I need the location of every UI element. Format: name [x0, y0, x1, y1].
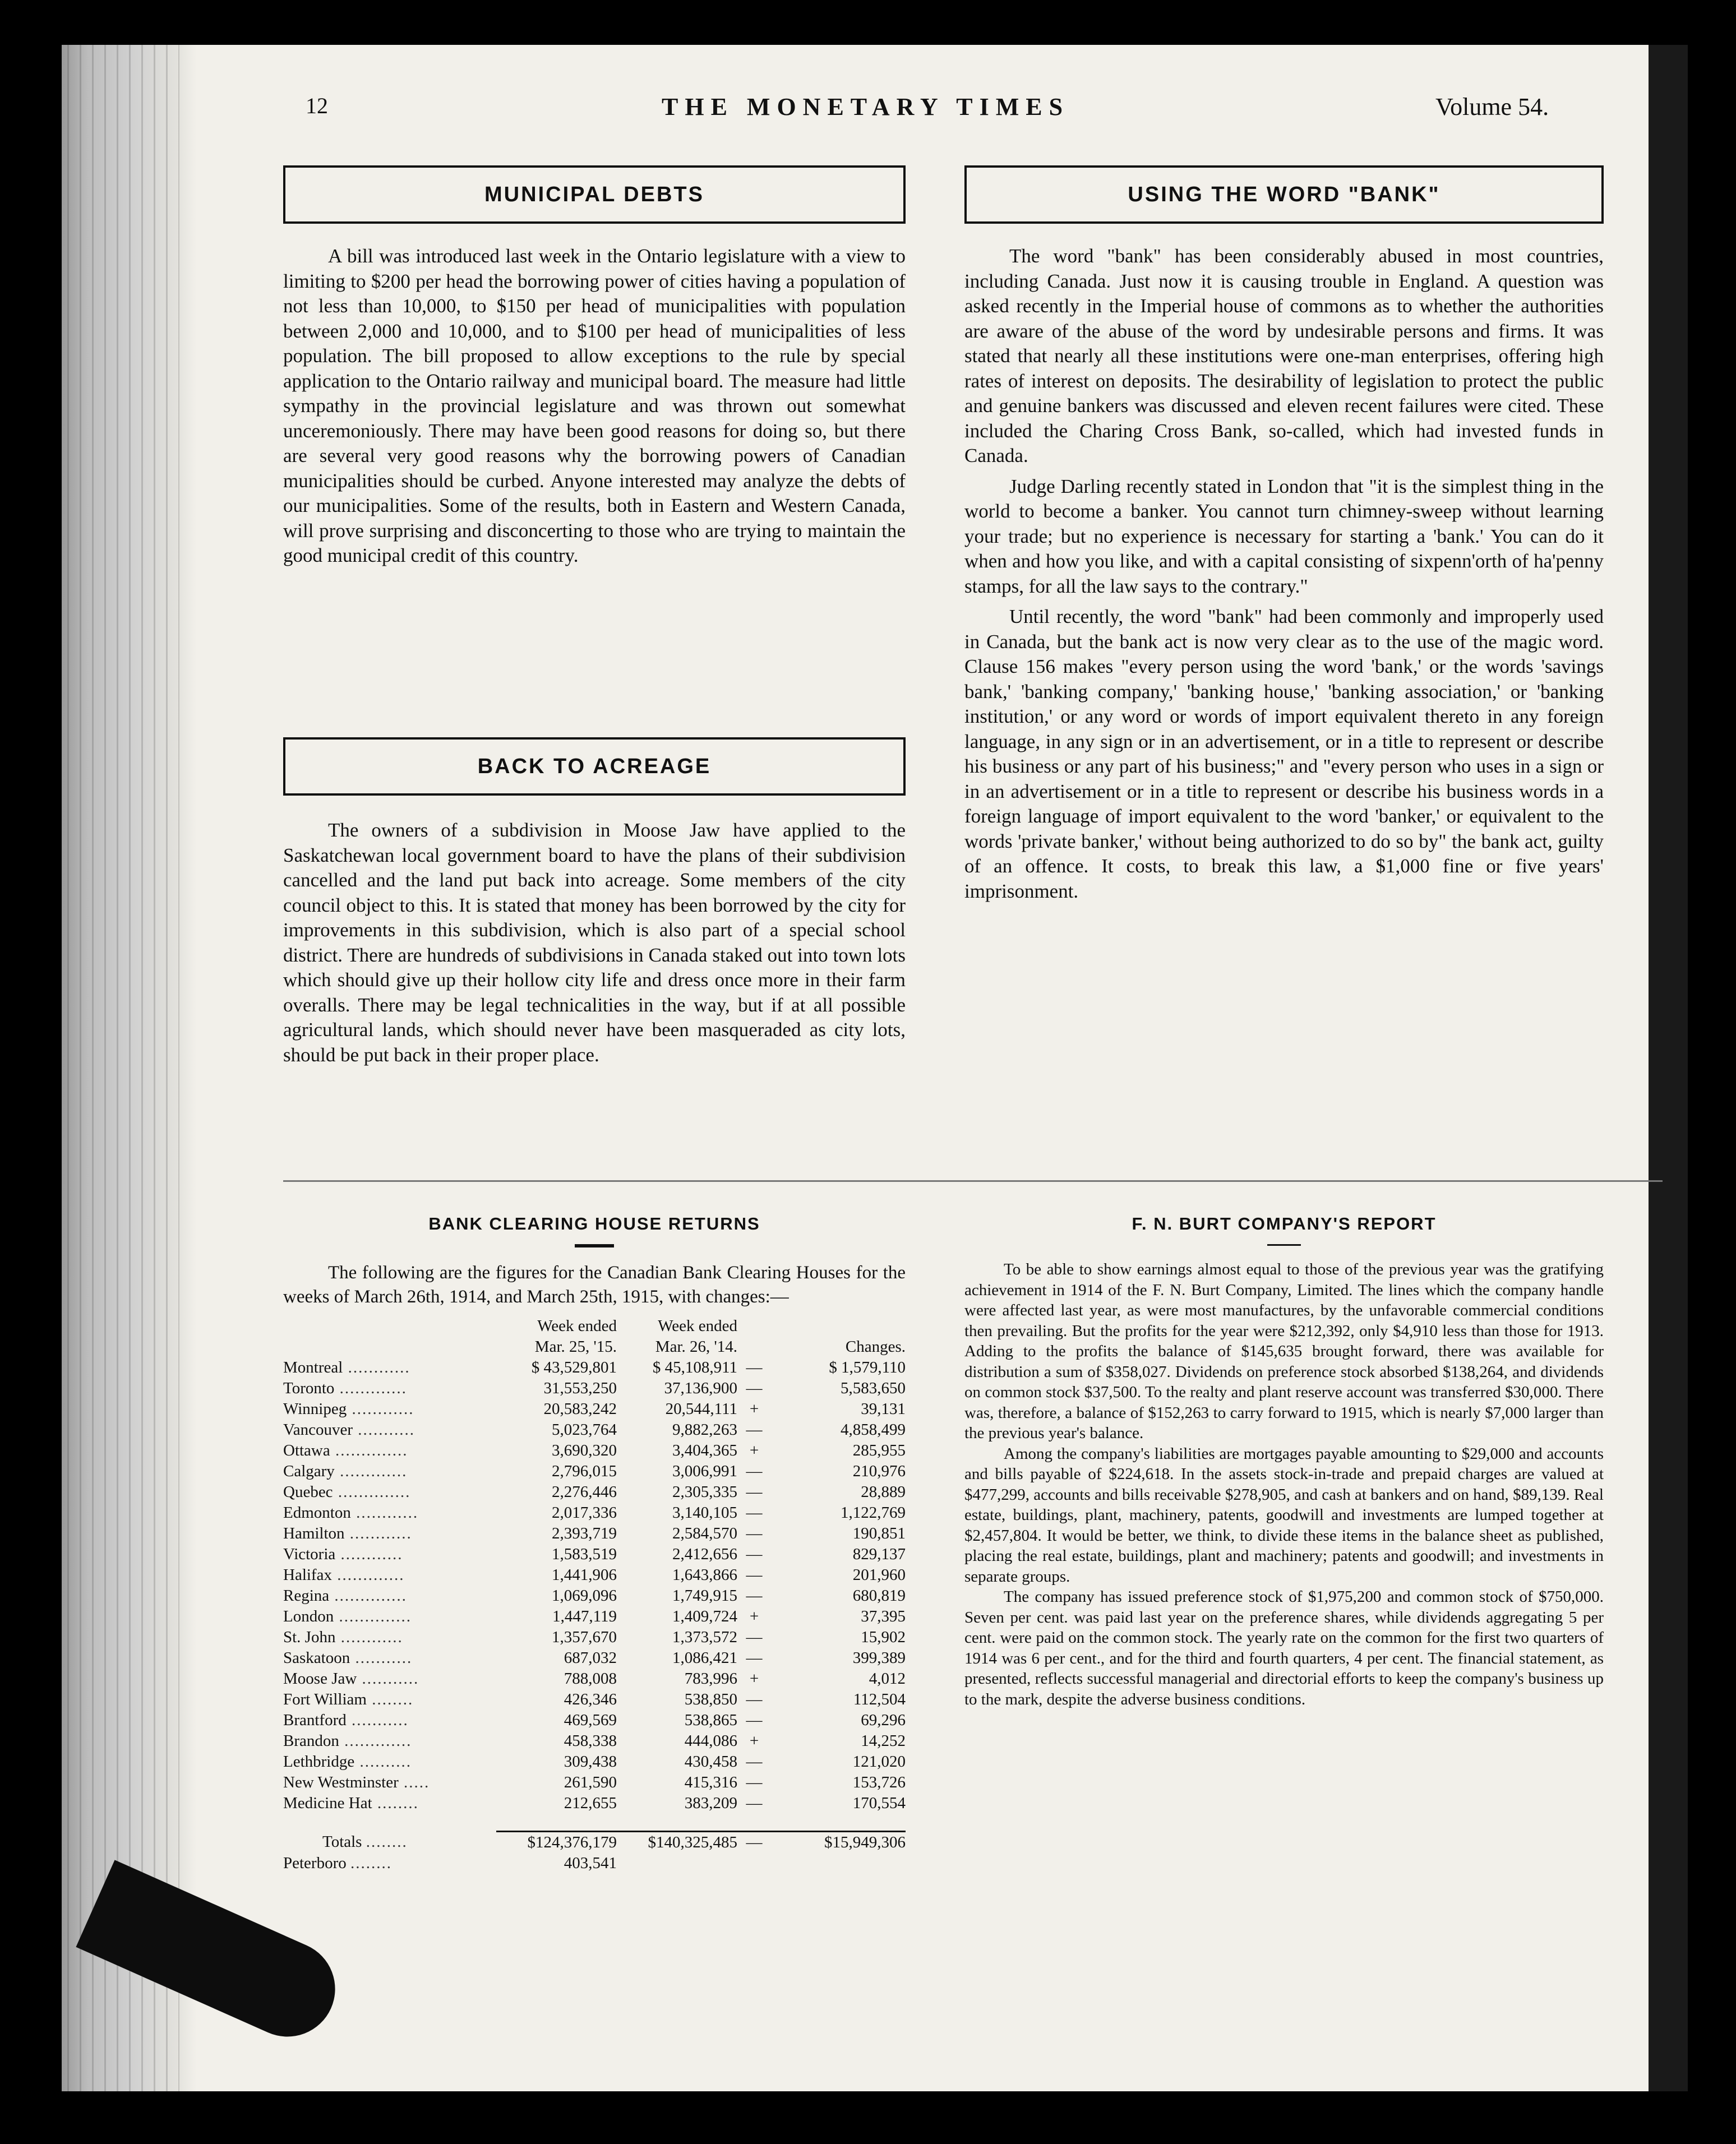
change-sign: + [749, 1607, 759, 1625]
city-name: Montreal [283, 1359, 343, 1376]
page-number: 12 [306, 93, 328, 118]
value-1914: 430,458 [684, 1753, 737, 1771]
totals-sign: — [737, 1832, 771, 1854]
book-spine [62, 45, 196, 2091]
leader-dots: ............ [350, 1504, 419, 1522]
leader-dots: ............. [331, 1566, 405, 1584]
value-1914: 3,006,991 [672, 1462, 737, 1480]
city-name: Regina [283, 1587, 330, 1605]
change-sign: — [746, 1462, 763, 1480]
city-name: Victoria [283, 1545, 336, 1563]
city-name: Brandon [283, 1732, 339, 1750]
paragraph: Among the company's liabilities are mortgages payable amounting to $29,000 and accounts and bills payable of $224,618. In the assets stock-in-trade and prepaid charges are valued at $477,299, accounts and bills receivable $278,905, and cash at bankers and on hand, $89,139. Real estate, buildings, plant, machinery, patents, goodwill and investments are lumped together at $2,457,804. It would be better, we think, to divide these items in the balance sheet as published, placing the real estate, buildings, plant and machinery; patents and goodwill; and investments in separate groups. [964, 1444, 1604, 1586]
change-sign: — [746, 1421, 763, 1439]
table-row [283, 1627, 906, 1648]
leader-dots: ............. [334, 1379, 407, 1397]
clearing-table-body [283, 1357, 906, 1814]
article-body [964, 244, 1604, 904]
leader-dots: ............ [347, 1400, 414, 1418]
totals-1915: $124,376,179 [496, 1832, 617, 1854]
section-heading: BACK TO ACREAGE [283, 737, 906, 796]
value-1914: 1,086,421 [672, 1649, 737, 1667]
section-heading: MUNICIPAL DEBTS [283, 165, 906, 224]
table-row [283, 1689, 906, 1710]
table-row [283, 1565, 906, 1586]
value-1914: 3,404,365 [672, 1441, 737, 1459]
article-municipal-debts [283, 165, 906, 569]
city-name: Fort William [283, 1690, 367, 1708]
totals-row: Totals ........ $124,376,179 $140,325,485 — $15,949,306 [283, 1832, 906, 1854]
value-1915: 2,276,446 [552, 1483, 617, 1501]
leader-dots: ............. [339, 1732, 412, 1750]
city-name: Lethbridge [283, 1753, 355, 1771]
book-page [62, 45, 1688, 2091]
table-row [283, 1357, 906, 1378]
leader-dots: ............ [335, 1628, 403, 1646]
value-1915: 2,393,719 [552, 1524, 617, 1542]
change-value: $ 1,579,110 [829, 1359, 906, 1376]
change-sign: — [746, 1690, 763, 1708]
change-value: 829,137 [852, 1545, 906, 1563]
article-bank-clearing [283, 1214, 906, 1874]
article-word-bank [964, 165, 1604, 904]
change-value: 201,960 [852, 1566, 906, 1584]
change-sign: — [746, 1711, 763, 1729]
table-row [283, 1710, 906, 1731]
leader-dots: ........... [346, 1711, 409, 1729]
city-name: Toronto [283, 1379, 335, 1397]
change-value: 28,889 [861, 1483, 906, 1501]
change-sign: — [746, 1483, 763, 1501]
value-1915: $ 43,529,801 [531, 1359, 617, 1376]
value-1915: 687,032 [564, 1649, 617, 1667]
value-1914: 1,373,572 [672, 1628, 737, 1646]
table-row [283, 1461, 906, 1482]
change-value: 4,858,499 [841, 1421, 906, 1439]
running-head [62, 93, 1688, 137]
value-1914: 538,850 [684, 1690, 737, 1708]
change-sign: — [746, 1649, 763, 1667]
column-header: Week ended [658, 1317, 737, 1335]
article-body [283, 818, 906, 1068]
table-row [283, 1586, 906, 1606]
clearing-table [283, 1316, 906, 1874]
value-1915: 3,690,320 [552, 1441, 617, 1459]
table-row [283, 1440, 906, 1461]
value-1914: 3,140,105 [672, 1504, 737, 1522]
value-1914: 37,136,900 [664, 1379, 737, 1397]
city-name: Vancouver [283, 1421, 353, 1439]
change-value: 37,395 [861, 1607, 906, 1625]
article-burt-report [964, 1214, 1604, 1709]
city-name: Calgary [283, 1462, 335, 1480]
table-row [283, 1420, 906, 1440]
leader-dots: .............. [329, 1587, 407, 1605]
paragraph: The company has issued preference stock of $1,975,200 and common stock of $750,000. Seven per cent. was paid last year on the preference shares, while dividends aggregating 5 per cent. were paid on the common stock. The yearly rate on the common for the first two quarters of 1914 was 6 per cent., and for the third and fourth quarters, 4 per cent. The financial statement, as presented, reflects successful managerial and directorial efforts to keep the company's business up to the mark, despite the adverse business conditions. [964, 1588, 1604, 1708]
change-value: 4,012 [869, 1670, 906, 1688]
change-sign: — [746, 1379, 763, 1397]
change-sign: — [746, 1504, 763, 1522]
change-sign: — [746, 1587, 763, 1605]
journal-title: THE MONETARY TIMES [662, 93, 1070, 121]
change-value: 190,851 [852, 1524, 906, 1542]
leader-dots: ............ [335, 1545, 403, 1563]
value-1914: 1,409,724 [672, 1607, 737, 1625]
change-sign: + [749, 1732, 759, 1750]
table-row [283, 1523, 906, 1544]
value-1915: 5,023,764 [552, 1421, 617, 1439]
change-sign: — [746, 1753, 763, 1771]
change-value: 112,504 [853, 1690, 906, 1708]
change-value: 680,819 [852, 1587, 906, 1605]
value-1914: 383,209 [684, 1794, 737, 1812]
city-name: Saskatoon [283, 1649, 350, 1667]
table-row [283, 1793, 906, 1814]
change-sign: — [746, 1566, 763, 1584]
change-sign: + [749, 1400, 759, 1418]
value-1915: 1,069,096 [552, 1587, 617, 1605]
value-1915: 458,338 [564, 1732, 617, 1750]
value-1915: 788,008 [564, 1670, 617, 1688]
leader-dots: ........... [353, 1421, 415, 1439]
leader-dots: ..... [398, 1773, 430, 1791]
heading-rule [1267, 1244, 1301, 1246]
paragraph: A bill was introduced last week in the Ontario legislature with a view to limiting to $200 per head the borrowing power of cities having a population of not less than 10,000, to $150 per head of municipalities with population between 2,000 and 10,000, and to $100 per head of municipalities of less population. The bill proposed to allow exceptions to the rule by special application to the Ontario railway and municipal board. The measure had little sympathy in the provincial legislature and was thrown out somewhat unceremoniously. There may have been good reasons for doing so, but there are several very good reasons why the borrowing powers of Canadian municipalities should be curbed. Anyone interested may analyze the debts of our municipalities. Some of the results, both in Eastern and Western Canada, will prove surprising and disconcerting to those who are trying to maintain the good municipal credit of this country. [283, 245, 906, 566]
city-name: Peterboro [283, 1854, 347, 1872]
leader-dots: ............. [334, 1462, 408, 1480]
column-header: Mar. 26, '14. [655, 1338, 737, 1356]
change-value: 15,902 [861, 1628, 906, 1646]
value-1915: 469,569 [564, 1711, 617, 1729]
value-1914: 2,412,656 [672, 1545, 737, 1563]
article-body [964, 1259, 1604, 1709]
change-value: 210,976 [852, 1462, 906, 1480]
value-1915: 1,583,519 [552, 1545, 617, 1563]
change-value: 153,726 [852, 1773, 906, 1791]
paragraph: To be able to show earnings almost equal to those of the previous year was the gratifying achievement in 1914 of the F. N. Burt Company, Limited. The lines which the company handle were affected last year, as were most manufactures, by the unfavorable commercial conditions then prevailing. But the profits for the year were $212,392, only $4,910 less than those for 1913. Adding to the profits the balance of $145,635 brought forward, there was available for distribution a sum of $358,027. Dividends on preference stock absorbed $138,264, and dividends on common stock $37,500. To the realty and plant reserve account was transferred $30,000. There was, therefore, a balance of $152,263 to carry forward to 1915, which is nearly $7,000 larger than the previous year's balance. [964, 1260, 1604, 1442]
change-value: 285,955 [852, 1441, 906, 1459]
value-1914: 1,643,866 [672, 1566, 737, 1584]
value-1914: 538,865 [684, 1711, 737, 1729]
value-1915: 2,017,336 [552, 1504, 617, 1522]
city-name: St. John [283, 1628, 336, 1646]
value-1915: 1,447,119 [552, 1607, 617, 1625]
table-row [283, 1482, 906, 1503]
value-1914: $ 45,108,911 [652, 1359, 737, 1376]
change-value: 14,252 [861, 1732, 906, 1750]
table-row [283, 1772, 906, 1793]
change-sign: + [749, 1670, 759, 1688]
column-header: Changes. [845, 1338, 906, 1356]
value-1915: 1,441,906 [552, 1566, 617, 1584]
leader-dots: ........ [372, 1794, 419, 1812]
leader-dots: .............. [330, 1441, 408, 1459]
totals-label: Totals [322, 1833, 362, 1851]
value-1915: 309,438 [564, 1753, 617, 1771]
city-name: London [283, 1607, 334, 1625]
paragraph: The following are the figures for the Canadian Bank Clearing Houses for the weeks of March 26th, 1914, and March 25th, 1915, with changes:— [283, 1263, 906, 1307]
table-row [283, 1544, 906, 1565]
value-1914: 2,305,335 [672, 1483, 737, 1501]
page-edge-shadow [1649, 45, 1688, 2091]
leader-dots: .............. [333, 1483, 411, 1501]
paragraph: Judge Darling recently stated in London that "it is the simplest thing in the world to become a banker. You cannot turn chimney-sweep without learning your trade; but no experience is necessary for starting a 'bank.' You can do it when and how you like, and with a capital consisting of sixpenn'orth of ha'penny stamps, for all the law says to the contrary." [964, 475, 1604, 597]
paragraph: The owners of a subdivision in Moose Jaw have applied to the Saskatchewan local government board to have the plans of their subdivision cancelled and the land put back into acreage. Some members of the city council object to this. It is stated that money has been borrowed by the city for improvements in this subdivision, which is also part of a special school district. There are hundreds of subdivisions in Canada staked out into town lots which should give up their hollow city life and dress once more in their farm overalls. There may be legal technicalities in the way, but if at all possible agricultural lands, which should never have been masqueraded as city lots, should be put back in their proper place. [283, 819, 906, 1066]
change-value: 1,122,769 [841, 1504, 906, 1522]
value-1915: 403,541 [564, 1854, 617, 1872]
city-name: Quebec [283, 1483, 333, 1501]
city-name: Winnipeg [283, 1400, 347, 1418]
change-sign: — [746, 1545, 763, 1563]
change-sign: — [746, 1773, 763, 1791]
paragraph: The word "bank" has been considerably abused in most countries, including Canada. Just now it is causing trouble in England. A question was asked recently in the Imperial house of commons as to whether the authorities are aware of the abuse of the word by undesirable persons and firms. It was stated that nearly all these institutions were one-man enterprises, offering high rates of interest on deposits. The desirability of legislation to protect the public and genuine bankers was discussed and eleven recent failures were cited. These included the Charing Cross Bank, so-called, which had invested funds in Canada. [964, 245, 1604, 466]
section-heading: BANK CLEARING HOUSE RETURNS [428, 1214, 760, 1233]
value-1914: 20,544,111 [665, 1400, 737, 1418]
change-value: 5,583,650 [841, 1379, 906, 1397]
heading-rule [575, 1244, 614, 1247]
leader-dots: ............ [344, 1524, 412, 1542]
column-header: Mar. 25, '15. [534, 1338, 617, 1356]
value-1915: 212,655 [564, 1794, 617, 1812]
value-1914: 2,584,570 [672, 1524, 737, 1542]
value-1915: 261,590 [564, 1773, 617, 1791]
totals-1914: $140,325,485 [617, 1832, 737, 1854]
value-1914: 783,996 [684, 1670, 737, 1688]
volume-label: Volume 54. [1435, 93, 1549, 121]
city-name: Moose Jaw [283, 1670, 357, 1688]
value-1914: 444,086 [684, 1732, 737, 1750]
change-value: 69,296 [861, 1711, 906, 1729]
table-row [283, 1399, 906, 1420]
change-value: 170,554 [852, 1794, 906, 1812]
change-sign: — [746, 1628, 763, 1646]
value-1915: 426,346 [564, 1690, 617, 1708]
leader-dots: .............. [334, 1607, 412, 1625]
section-heading: USING THE WORD "BANK" [964, 165, 1604, 224]
section-divider [283, 1180, 1663, 1182]
city-name: Hamilton [283, 1524, 345, 1542]
city-name: Brantford [283, 1711, 347, 1729]
change-sign: — [746, 1359, 763, 1376]
value-1914: 415,316 [684, 1773, 737, 1791]
paragraph: Until recently, the word "bank" had been commonly and improperly used in Canada, but the bank act is now very clear as to the use of the magic word. Clause 156 makes "every person using the word 'bank,' or the words 'savings bank,' 'banking company,' 'banking house,' 'banking association,' or 'banking institution,' or any word or words of import equivalent thereto in any foreign language, in any sign or in an advertisement, or in a title to represent or describe his business or any part of his business;" and "every person who uses in a sign or in an advertisement or in a title to represent or describe his business words in a foreign language of import equivalent to the word 'banker,' or equivalent to the words 'private banker,' without being authorized to do so by" the bank act, guilty of an offence. It costs, to break this law, a $1,000 fine or five years' imprisonment. [964, 606, 1604, 902]
table-row [283, 1378, 906, 1399]
article-intro [283, 1261, 906, 1309]
totals-change: $15,949,306 [771, 1832, 906, 1854]
change-sign: — [746, 1524, 763, 1542]
table-row [283, 1606, 906, 1627]
article-back-to-acreage [283, 737, 906, 1068]
column-header: Week ended [537, 1317, 617, 1335]
city-name: Halifax [283, 1566, 332, 1584]
city-name: Edmonton [283, 1504, 351, 1522]
city-name: New Westminster [283, 1773, 399, 1791]
value-1914: 9,882,263 [672, 1421, 737, 1439]
value-1915: 2,796,015 [552, 1462, 617, 1480]
value-1915: 20,583,242 [543, 1400, 617, 1418]
change-sign: — [746, 1794, 763, 1812]
table-row [283, 1503, 906, 1523]
change-sign: + [749, 1441, 759, 1459]
leader-dots: .......... [354, 1753, 412, 1771]
leader-dots: ........... [357, 1670, 419, 1688]
value-1914: 1,749,915 [672, 1587, 737, 1605]
city-name: Medicine Hat [283, 1794, 372, 1812]
table-row [283, 1752, 906, 1772]
leader-dots: ............ [343, 1359, 410, 1376]
change-value: 39,131 [861, 1400, 906, 1418]
table-row: Peterboro ........ 403,541 [283, 1853, 906, 1874]
article-body [283, 244, 906, 569]
section-heading: F. N. BURT COMPANY'S REPORT [1132, 1214, 1437, 1233]
leader-dots: ........... [350, 1649, 413, 1667]
table-row [283, 1648, 906, 1669]
table-row [283, 1669, 906, 1689]
change-value: 121,020 [852, 1753, 906, 1771]
value-1915: 1,357,670 [552, 1628, 617, 1646]
table-row [283, 1731, 906, 1752]
change-value: 399,389 [852, 1649, 906, 1667]
city-name: Ottawa [283, 1441, 330, 1459]
value-1915: 31,553,250 [543, 1379, 617, 1397]
leader-dots: ........ [366, 1690, 414, 1708]
